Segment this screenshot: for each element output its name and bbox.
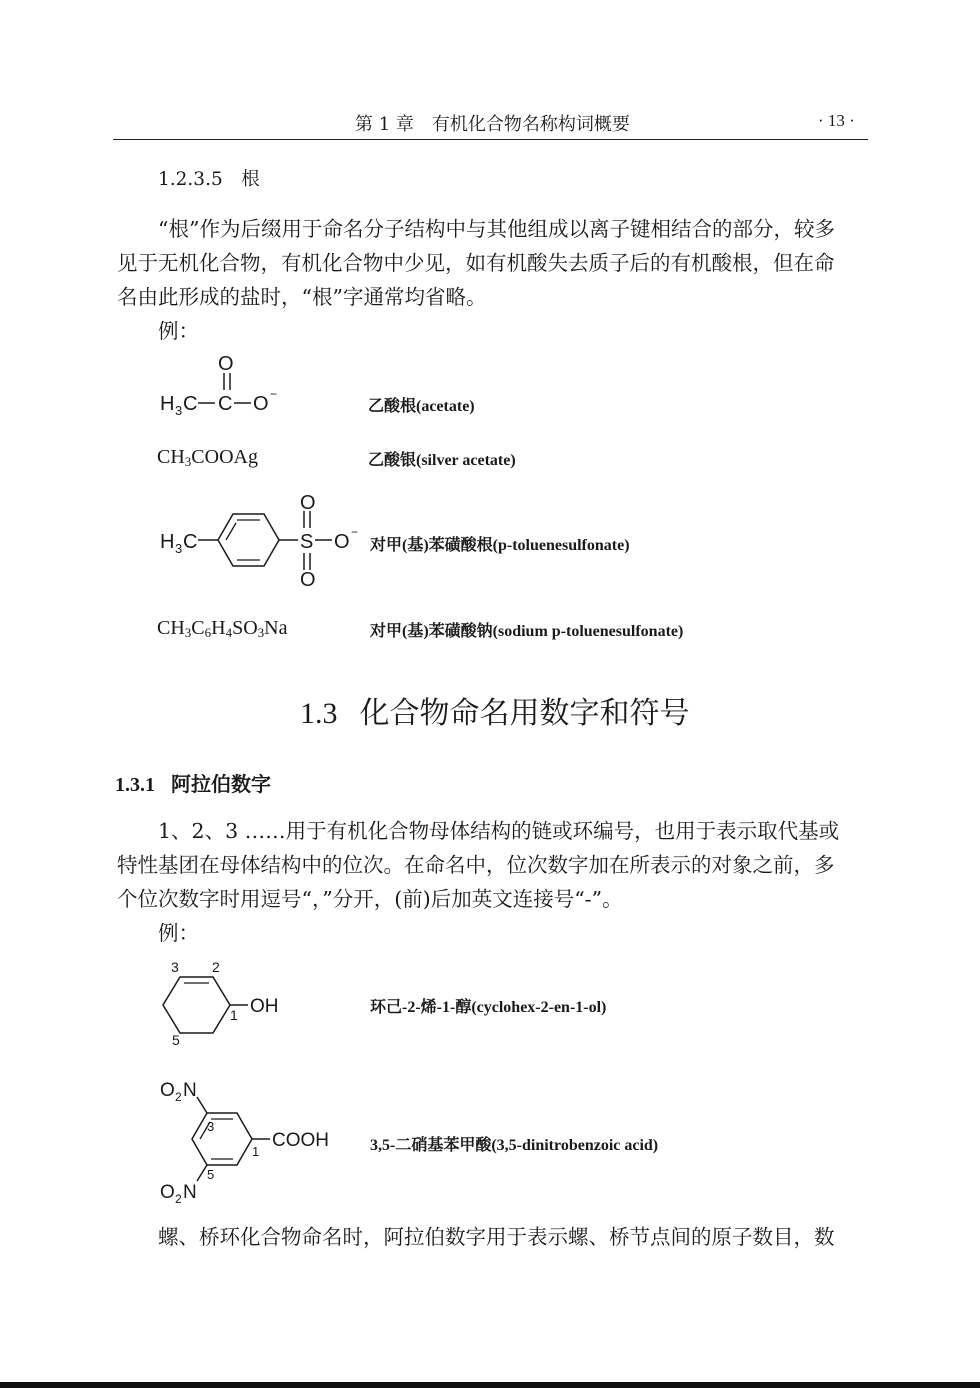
atom-label: O xyxy=(218,353,234,375)
atom-label: C xyxy=(183,393,198,415)
atom-label: 3 xyxy=(175,403,183,418)
atom-label: O xyxy=(334,531,350,553)
locant-label: 1 xyxy=(252,1144,260,1159)
paragraph-line: 见于无机化合物，有机化合物中少见，如有机酸失去质子后的有机酸根，但在命 xyxy=(117,251,835,275)
locant-label: 2 xyxy=(212,959,220,975)
group-label: N xyxy=(183,1080,197,1101)
group-label: OH xyxy=(250,996,279,1017)
atom-label: C xyxy=(218,393,233,415)
atom-label: O xyxy=(253,393,269,415)
compound-name: 乙酸银(silver acetate) xyxy=(368,452,516,469)
atom-label: 3 xyxy=(175,541,183,556)
compound-name: 对甲(基)苯磺酸根(p-toluenesulfonate) xyxy=(370,537,630,554)
subsection-heading-131: 1.3.1 阿拉伯数字 xyxy=(115,772,271,796)
page-bottom-edge xyxy=(0,1382,980,1388)
atom-label: S xyxy=(300,531,314,553)
section-heading-13: 1.3 化合物命名用数字和符号 xyxy=(300,696,690,731)
compound-formula: $CH_3C_6H_4SO_3Na$ xyxy=(157,617,288,640)
group-label: O xyxy=(160,1182,175,1203)
subsection-heading-1235: 1.2.3.5 根 xyxy=(158,169,260,190)
locant-label: 3 xyxy=(207,1119,215,1134)
compound-name: 乙酸根(acetate) xyxy=(368,398,475,415)
group-label: O xyxy=(160,1080,175,1101)
locant-label: 1 xyxy=(230,1007,238,1023)
bond xyxy=(197,1097,207,1113)
paragraph-line: 名由此形成的盐时，“根”字通常均省略。 xyxy=(117,285,487,309)
page-number: · 13 · xyxy=(818,111,855,130)
group-label: 2 xyxy=(175,1090,182,1104)
paragraph-line: 个位次数字时用逗号“，”分开，(前)后加英文连接号“-”。 xyxy=(117,887,623,911)
compound-name: 3,5-二硝基苯甲酸(3,5-dinitrobenzoic acid) xyxy=(370,1137,659,1154)
compound-name: 环己-2-烯-1-醇(cyclohex-2-en-1-ol) xyxy=(370,999,607,1016)
example-label: 例： xyxy=(158,921,199,945)
atom-label: C xyxy=(183,531,198,553)
atom-label: H xyxy=(160,393,175,415)
running-header-chapter: 第 1 章 有机化合物名称构词概要 xyxy=(355,114,630,135)
locant-label: 5 xyxy=(207,1167,215,1182)
group-label: 2 xyxy=(175,1192,182,1206)
group-label: N xyxy=(183,1182,197,1203)
locant-label: 5 xyxy=(172,1032,180,1048)
paragraph-line: 螺、桥环化合物命名时，阿拉伯数字用于表示螺、桥节点间的原子数目，数 xyxy=(158,1225,835,1249)
bond xyxy=(197,1165,207,1181)
paragraph-line: “根”作为后缀用于命名分子结构中与其他组成以离子键相结合的部分，较多 xyxy=(158,217,835,241)
locant-label: 3 xyxy=(171,959,179,975)
atom-label: O xyxy=(300,569,316,591)
paragraph-line: 1、2、3 ……用于有机化合物母体结构的链或环编号，也用于表示取代基或 xyxy=(158,819,840,843)
compound-formula: $CH_3COOAg$ xyxy=(157,446,258,469)
group-label: COOH xyxy=(272,1130,329,1151)
compound-name: 对甲(基)苯磺酸钠(sodium p-toluenesulfonate) xyxy=(370,623,684,640)
example-label: 例： xyxy=(158,319,199,343)
atom-label: H xyxy=(160,531,175,553)
charge-label: − xyxy=(270,387,278,401)
atom-label: O xyxy=(300,492,316,514)
benzene-ring xyxy=(192,1113,252,1165)
paragraph-line: 特性基团在母体结构中的位次。在命名中，位次数字加在所表示的对象之前，多 xyxy=(117,853,835,877)
charge-label: − xyxy=(351,525,359,539)
